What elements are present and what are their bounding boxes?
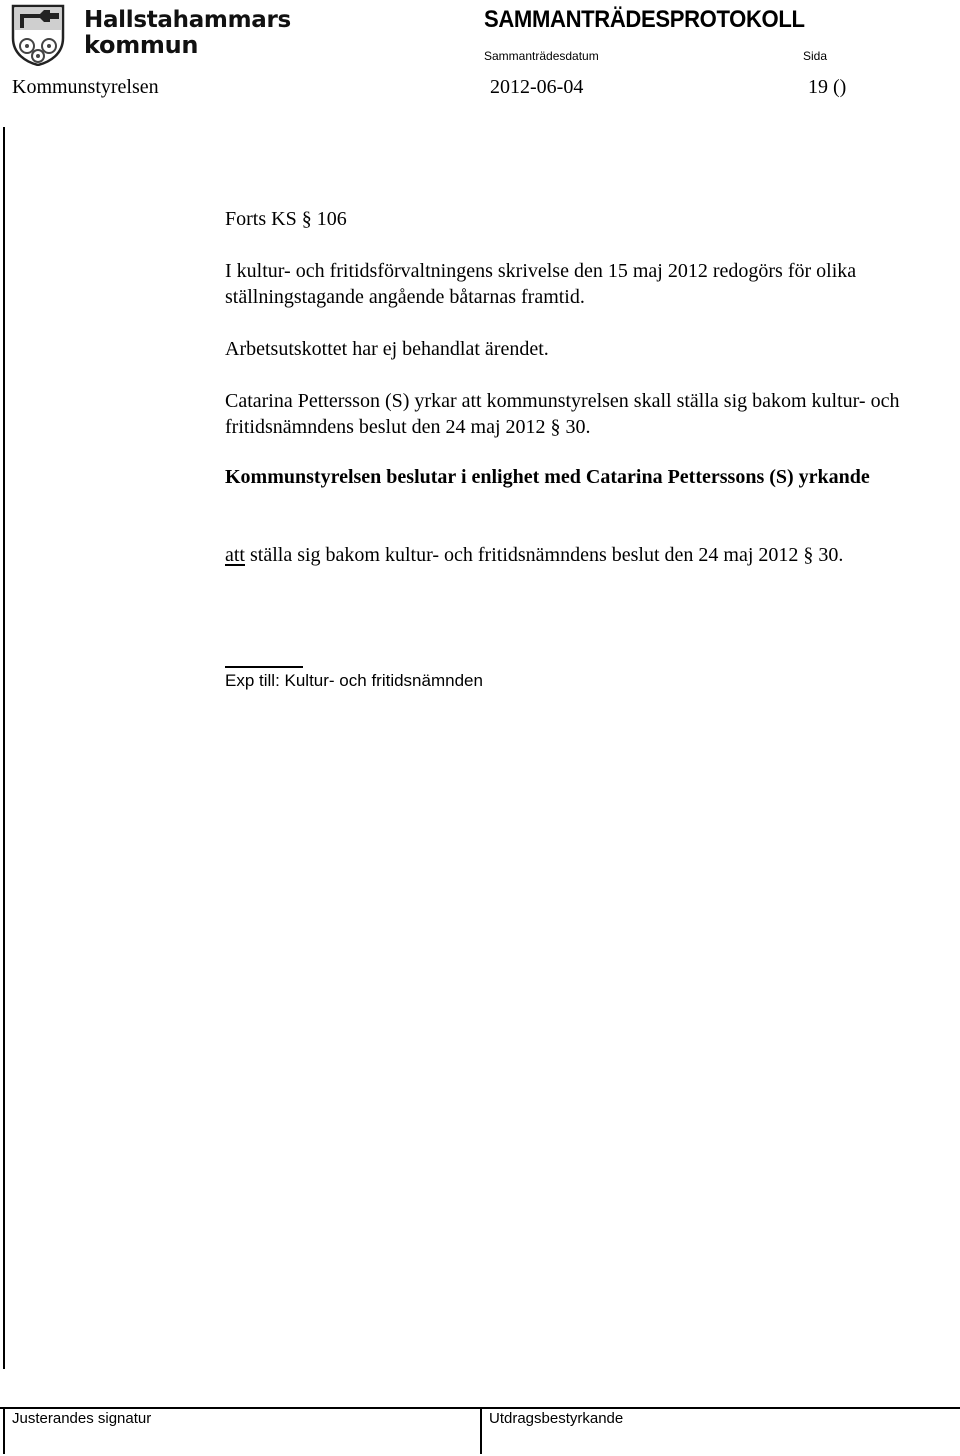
logo-text-line1: Hallstahammars [84, 7, 291, 33]
decision-clause-text: ställa sig bakom kultur- och fritidsnämndens beslut den 24 maj 2012 § 30. [245, 544, 844, 566]
meeting-date: 2012-06-04 [490, 76, 584, 98]
paragraph-committee: Arbetsutskottet har ej behandlat ärendet. [225, 338, 549, 360]
footer-divider [480, 1409, 482, 1454]
decision-heading: Kommunstyrelsen beslutar i enlighet med Catarina Petterssons (S) yrkande [225, 466, 870, 488]
page-number: 19 () [808, 76, 847, 98]
meeting-date-label: Sammanträdesdatum [484, 49, 599, 63]
logo-text-line2: kommun [84, 31, 199, 59]
left-margin-rule [3, 127, 5, 1369]
signature-field-label: Justerandes signatur [12, 1410, 152, 1427]
document-type-title: SAMMANTRÄDESPROTOKOLL [484, 6, 805, 33]
municipality-logo [10, 4, 291, 66]
organization-name: Kommunstyrelsen [12, 76, 159, 98]
decision-clause [225, 542, 945, 568]
section-continuation: Forts KS § 106 [225, 208, 347, 230]
extract-certification-label: Utdragsbestyrkande [489, 1410, 624, 1427]
footer-left-border [3, 1409, 5, 1454]
coat-of-arms-icon [10, 4, 66, 66]
paragraph-motion: Catarina Pettersson (S) yrkar att kommunstyrelsen skall ställa sig bakom kultur- och fritidsnämndens beslut den 24 maj 2012 § 30. [225, 390, 900, 438]
page-label: Sida [803, 49, 828, 63]
expedition-rule [225, 666, 303, 668]
decision-att-word: att [225, 544, 245, 566]
paragraph-background: I kultur- och fritidsförvaltningens skrivelse den 15 maj 2012 redogörs för olika ställningstagande angående båtarnas framtid. [225, 260, 857, 308]
expedition-recipient: Exp till: Kultur- och fritidsnämnden [225, 671, 483, 690]
